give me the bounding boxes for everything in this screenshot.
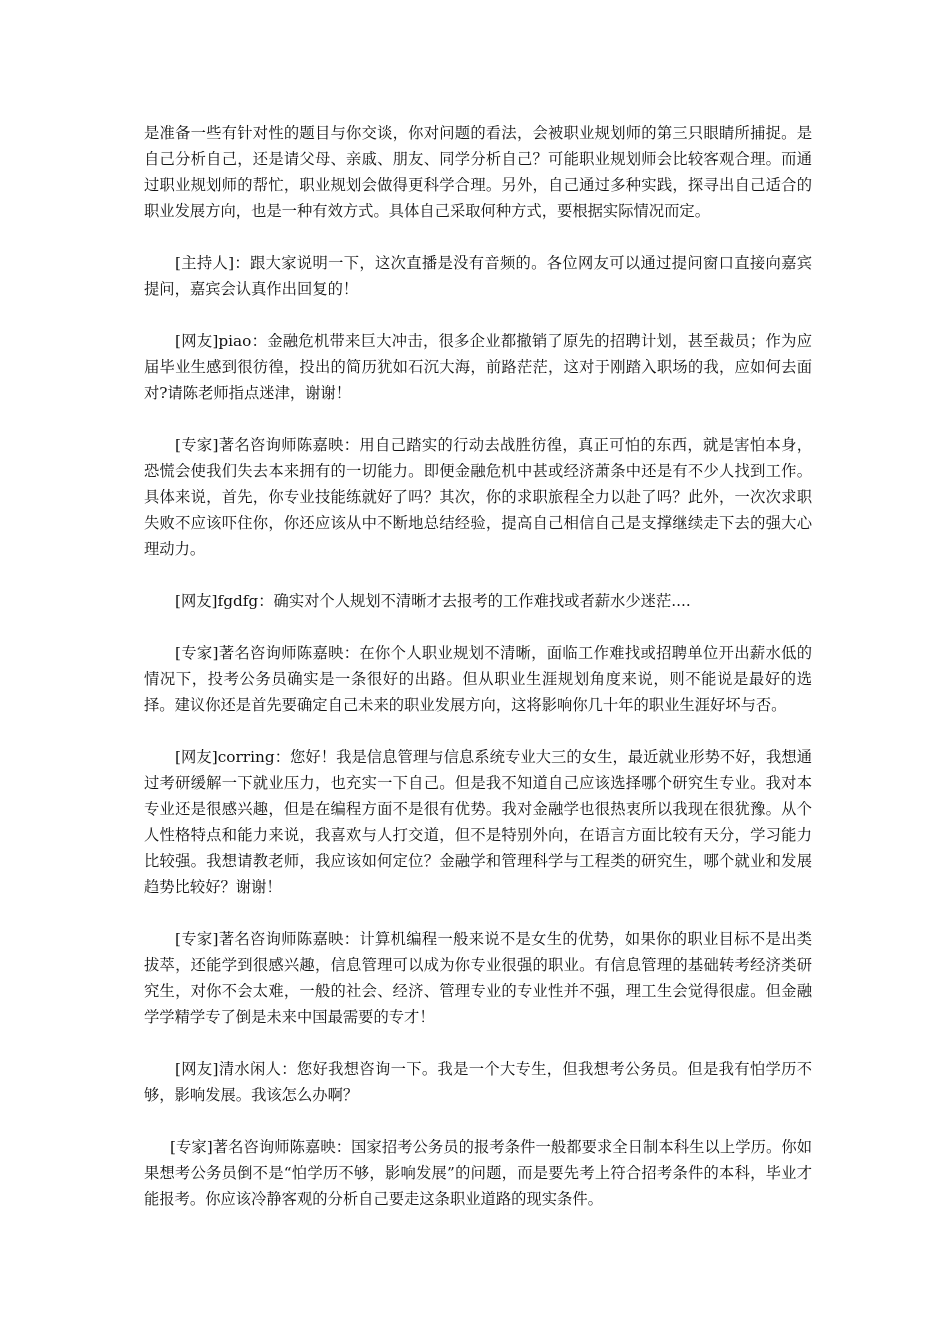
paragraph-question-qingshui: [网友]清水闲人：您好我想咨询一下。我是一个大专生，但我想考公务员。但是我有怕学历不够，影响发展。我该怎么办啊？: [144, 1060, 812, 1104]
paragraph-host-notice: [主持人]：跟大家说明一下，这次直播是没有音频的。各位网友可以通过提问窗口直接向嘉宾提问，嘉宾会认真作出回复的！: [144, 254, 812, 298]
paragraph-question-piao: [网友]piao：金融危机带来巨大冲击，很多企业都撤销了原先的招聘计划，甚至裁员；作为应届毕业生感到很彷徨，投出的简历犹如石沉大海，前路茫茫，这对于刚踏入职场的我，应如何去面对?请陈老师指点迷津，谢谢！: [144, 332, 812, 402]
paragraph-question-fgdfg: [网友]fgdfg：确实对个人规划不清晰才去报考的工作难找或者薪水少迷茫....: [175, 592, 691, 610]
document-body: [144, 120, 812, 1238]
paragraph-answer-piao: [专家]著名咨询师陈嘉映：用自己踏实的行动去战胜彷徨，真正可怕的东西，就是害怕本身，恐慌会使我们失去本来拥有的一切能力。即便金融危机中甚或经济萧条中还是有不少人找到工作。具体来说，首先，你专业技能练就好了吗？其次，你的求职旅程全力以赴了吗？此外，一次次求职失败不应该吓住你，你还应该从中不断地总结经验，提高自己相信自己是支撑继续走下去的强大心理动力。: [144, 436, 812, 558]
paragraph-answer-fgdfg: [专家]著名咨询师陈嘉映：在你个人职业规划不清晰，面临工作难找或招聘单位开出薪水低的情况下，投考公务员确实是一条很好的出路。但从职业生涯规划角度来说，则不能说是最好的选择。建议你还是首先要确定自己未来的职业发展方向，这将影响你几十年的职业生涯好坏与否。: [144, 644, 812, 714]
paragraph-answer-qingshui: [专家]著名咨询师陈嘉映：国家招考公务员的报考条件一般都要求全日制本科生以上学历。你如果想考公务员倒不是“怕学历不够，影响发展”的问题，而是要先考上符合招考条件的本科，毕业才能报考。你应该冷静客观的分析自己要走这条职业道路的现实条件。: [144, 1138, 812, 1208]
paragraph-answer-corring: [专家]著名咨询师陈嘉映：计算机编程一般来说不是女生的优势，如果你的职业目标不是出类拔萃，还能学到很感兴趣，信息管理可以成为你专业很强的职业。有信息管理的基础转考经济类研究生，对你不会太难，一般的社会、经济、管理专业的专业性并不强，理工生会觉得很虚。但金融学学精学专了倒是未来中国最需要的专才！: [144, 930, 812, 1026]
paragraph-question-corring: [网友]corring：您好！我是信息管理与信息系统专业大三的女生，最近就业形势不好，我想通过考研缓解一下就业压力，也充实一下自己。但是我不知道自己应该选择哪个研究生专业。我对本专业还是很感兴趣，但是在编程方面不是很有优势。我对金融学也很热衷所以我现在很犹豫。从个人性格特点和能力来说，我喜欢与人打交道，但不是特别外向，在语言方面比较有天分，学习能力比较强。我想请教老师，我应该如何定位？金融学和管理科学与工程类的研究生，哪个就业和发展趋势比较好？谢谢！: [144, 748, 812, 896]
paragraph-career-planning-methods: 是准备一些有针对性的题目与你交谈，你对问题的看法，会被职业规划师的第三只眼睛所捕捉。是自己分析自己，还是请父母、亲戚、朋友、同学分析自己？可能职业规划师会比较客观合理。而通过职业规划师的帮忙，职业规划会做得更科学合理。另外，自己通过多种实践，探寻出自己适合的职业发展方向，也是一种有效方式。具体自己采取何种方式，要根据实际情况而定。: [144, 124, 812, 220]
